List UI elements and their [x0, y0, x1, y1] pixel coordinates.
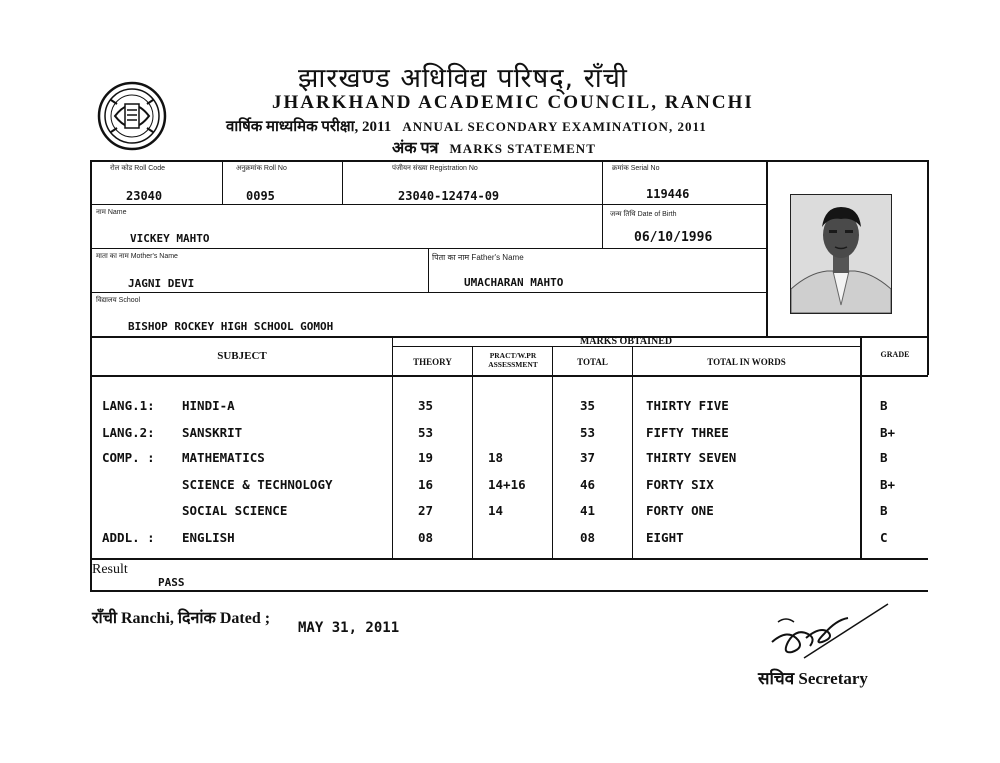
- statement-heading: [392, 136, 596, 158]
- serial-value: 119446: [646, 187, 690, 201]
- exam-line-english: ANNUAL SECONDARY EXAMINATION, 2011: [402, 119, 707, 134]
- exam-line-hindi: वार्षिक माध्यमिक परीक्षा, 2011: [226, 119, 392, 135]
- row-subject: MATHEMATICS: [182, 450, 265, 465]
- dob-value: 06/10/1996: [634, 230, 713, 245]
- father-value: UMACHARAN MAHTO: [464, 276, 564, 289]
- row-group: LANG.1:: [102, 398, 155, 413]
- practical-header: PRACT/W.PR ASSESSMENT: [488, 351, 538, 369]
- roll-code-label: रोल कोड Roll Code: [110, 165, 165, 172]
- row-grade: B+: [880, 425, 896, 440]
- statement-hindi: अंक पत्र: [392, 140, 439, 157]
- row-theory: 53: [418, 425, 434, 440]
- row-theory: 08: [418, 530, 434, 545]
- row-total: 08: [580, 530, 596, 545]
- row-group: LANG.2:: [102, 425, 155, 440]
- words-header: TOTAL IN WORDS: [707, 357, 786, 367]
- row-total-words: EIGHT: [646, 530, 684, 545]
- roll-no-value: 0095: [246, 189, 275, 203]
- row-theory: 16: [418, 477, 434, 492]
- result-label: Result: [92, 562, 128, 577]
- row-subject: SOCIAL SCIENCE: [182, 503, 288, 518]
- row-total: 41: [580, 503, 596, 518]
- mother-value: JAGNI DEVI: [128, 277, 195, 290]
- mother-label: माता का नाम Mother's Name: [96, 253, 178, 260]
- roll-code-value: 23040: [126, 189, 163, 203]
- subject-header: SUBJECT: [217, 350, 267, 362]
- row-theory: 35: [418, 398, 434, 413]
- row-subject: HINDI-A: [182, 398, 235, 413]
- registration-value: 23040-12474-09: [398, 189, 500, 203]
- row-practical: 18: [488, 450, 504, 465]
- father-label: पिता का नाम Father's Name: [432, 253, 524, 262]
- result-value: PASS: [158, 576, 185, 589]
- row-total-words: THIRTY FIVE: [646, 398, 729, 413]
- dob-label: जन्म तिथि Date of Birth: [610, 211, 677, 218]
- date-value: MAY 31, 2011: [298, 620, 400, 636]
- theory-header: THEORY: [413, 357, 452, 367]
- row-total-words: THIRTY SEVEN: [646, 450, 737, 465]
- row-theory: 19: [418, 450, 434, 465]
- row-grade: B: [880, 398, 888, 413]
- signature-icon: [764, 598, 894, 664]
- row-total: 46: [580, 477, 596, 492]
- row-total: 37: [580, 450, 596, 465]
- roll-no-label: अनुक्रमांक Roll No: [236, 165, 287, 172]
- row-subject: SANSKRIT: [182, 425, 243, 440]
- place-date-label: राँची Ranchi, दिनांक Dated ;: [92, 610, 271, 627]
- school-label: विद्यालय School: [96, 297, 141, 304]
- row-group: COMP. :: [102, 450, 155, 465]
- exam-line: [226, 116, 707, 136]
- title-english: JHARKHAND ACADEMIC COUNCIL, RANCHI: [272, 92, 754, 113]
- row-grade: B: [880, 503, 888, 518]
- row-grade: B: [880, 450, 888, 465]
- total-header: TOTAL: [577, 357, 608, 367]
- row-theory: 27: [418, 503, 434, 518]
- row-group: ADDL. :: [102, 530, 155, 545]
- student-photo: [790, 194, 892, 314]
- row-total-words: FORTY SIX: [646, 477, 714, 492]
- registration-label: पंजीयन संख्या Registration No: [392, 165, 478, 172]
- row-subject: ENGLISH: [182, 530, 235, 545]
- marks-obtained-header: MARKS OBTAINED: [579, 336, 673, 347]
- row-practical: 14+16: [488, 477, 526, 492]
- row-total-words: FIFTY THREE: [646, 425, 729, 440]
- row-total: 53: [580, 425, 596, 440]
- row-total-words: FORTY ONE: [646, 503, 714, 518]
- grade-header: GRADE: [880, 350, 910, 359]
- row-practical: 14: [488, 503, 504, 518]
- row-grade: C: [880, 530, 888, 545]
- row-total: 35: [580, 398, 596, 413]
- council-emblem-icon: [97, 80, 167, 152]
- title-hindi: झारखण्ड अधिविद्य परिषद्, राँची: [298, 63, 628, 94]
- school-value: BISHOP ROCKEY HIGH SCHOOL GOMOH: [128, 320, 334, 333]
- name-label: नाम Name: [96, 209, 127, 216]
- statement-english: MARKS STATEMENT: [449, 141, 596, 156]
- row-subject: SCIENCE & TECHNOLOGY: [182, 477, 333, 492]
- serial-label: क्रमांक Serial No: [612, 165, 660, 172]
- name-value: VICKEY MAHTO: [130, 232, 210, 245]
- secretary-label: सचिव Secretary: [758, 669, 868, 688]
- row-grade: B+: [880, 477, 896, 492]
